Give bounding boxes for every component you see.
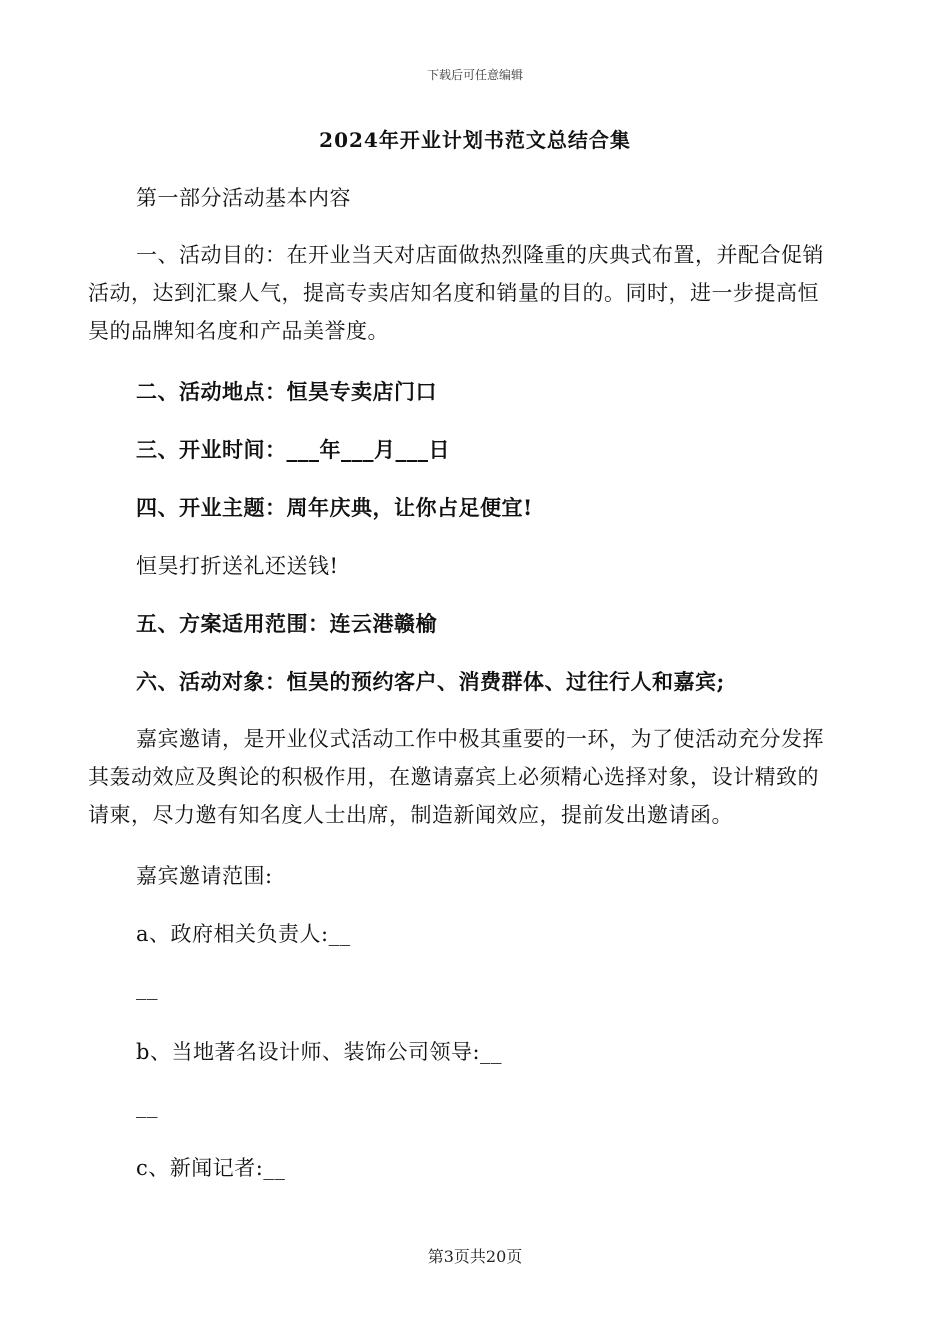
section-heading: 第一部分活动基本内容 [136, 186, 351, 210]
item-1-line-1: 一、活动目的：在开业当天对店面做热烈隆重的庆典式布置，并配合促销 [136, 243, 824, 267]
page-number: 第3页共20页 [427, 1247, 523, 1266]
item-4-theme: 四、开业主题：周年庆典，让你占足便宜! [136, 495, 533, 520]
item-1-paragraph [88, 236, 858, 350]
scope-b-continuation: __ [136, 1094, 158, 1118]
document-title: 2024年开业计划书范文总结合集 [319, 128, 631, 152]
scope-a-continuation: __ [136, 976, 158, 1000]
item-1-line-3: 昊的品牌知名度和产品美誉度。 [88, 319, 389, 343]
invite-paragraph [88, 720, 858, 834]
invite-scope-heading: 嘉宾邀请范围: [136, 864, 273, 888]
item-5-scope: 五、方案适用范围：连云港赣榆 [136, 611, 437, 636]
item-2-location: 二、活动地点：恒昊专卖店门口 [136, 379, 437, 404]
scope-b: b、当地著名设计师、装饰公司领导:__ [136, 1040, 503, 1064]
page-header: 下载后可任意编辑 [426, 68, 523, 82]
item-4-subtext: 恒昊打折送礼还送钱! [136, 554, 339, 578]
item-6-audience: 六、活动对象：恒昊的预约客户、消费群体、过往行人和嘉宾; [136, 669, 725, 694]
invite-line-1: 嘉宾邀请，是开业仪式活动工作中极其重要的一环，为了使活动充分发挥 [136, 727, 824, 751]
item-3-time: 三、开业时间：___年___月___日 [136, 437, 450, 462]
invite-line-3: 请柬，尽力邀有知名度人士出席，制造新闻效应，提前发出邀请函。 [88, 803, 733, 827]
item-1-line-2: 活动，达到汇聚人气，提高专卖店知名度和销量的目的。同时，进一步提高恒 [88, 281, 819, 305]
invite-line-2: 其轰动效应及舆论的积极作用，在邀请嘉宾上必须精心选择对象，设计精致的 [88, 765, 819, 789]
scope-a: a、政府相关负责人:__ [136, 922, 351, 946]
scope-c: c、新闻记者:__ [136, 1156, 286, 1180]
